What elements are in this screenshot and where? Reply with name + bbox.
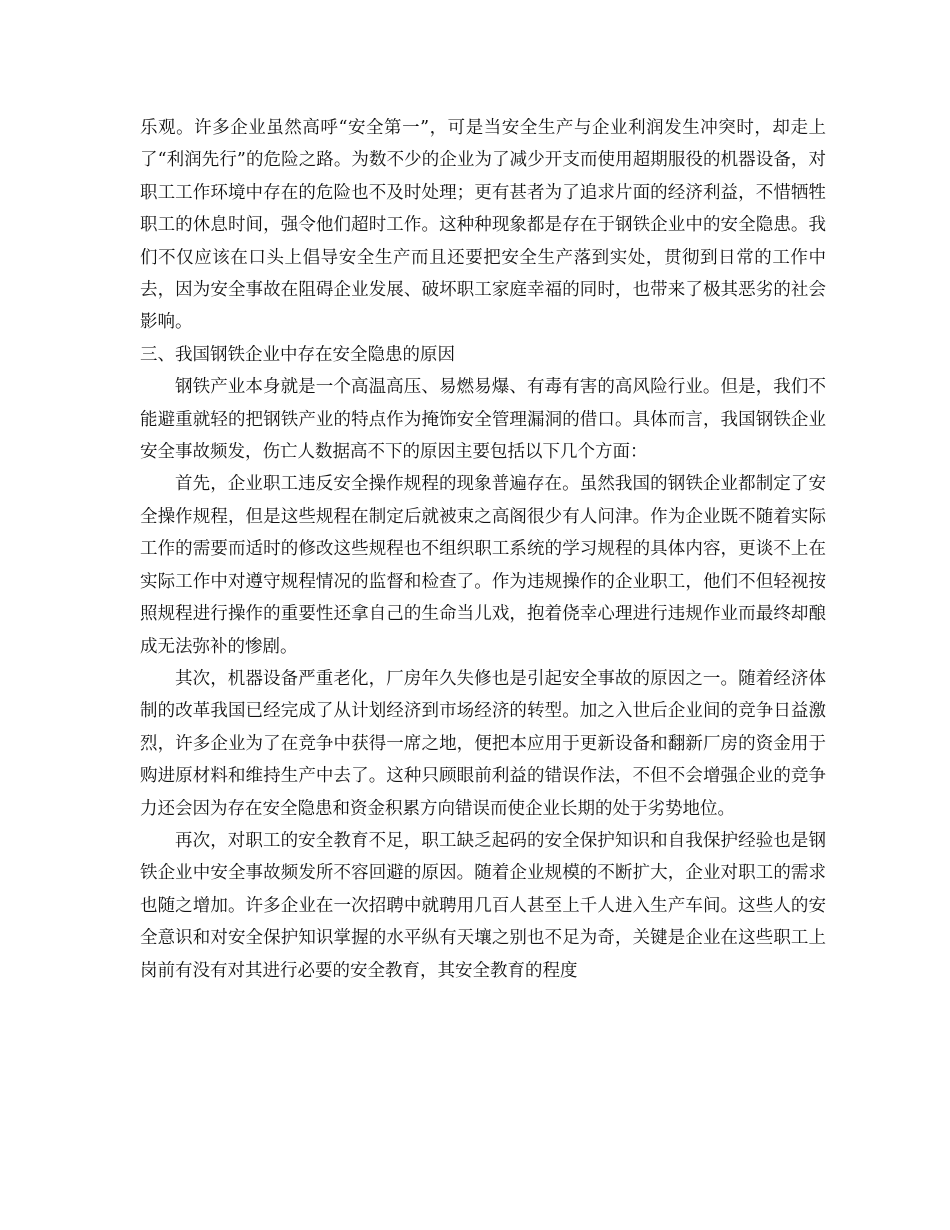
section-heading: 三、我国钢铁企业中存在安全隐患的原因: [140, 344, 455, 365]
paragraph-continued: 乐观。许多企业虽然高呼“安全第一”，可是当安全生产与企业利润发生冲突时，却走上了“利润先行”的危险之路。为数不少的企业为了减少开支而使用超期服役的机器设备，对职工工作环境中存在的危险也不及时处理；更有甚者为了追求片面的经济利益，不惜牺牲职工的休息时间，强令他们超时工作。这种种现象都是存在于钢铁企业中的安全隐患。我们不仅应该在口头上倡导安全生产而且还要把安全生产落到实处，贯彻到日常的工作中去，因为安全事故在阻碍企业发展、破坏职工家庭幸福的同时，也带来了极其恶劣的社会影响。: [140, 118, 826, 333]
paragraph-intro: 钢铁产业本身就是一个高温高压、易燃易爆、有毒有害的高风险行业。但是，我们不能避重就轻的把钢铁产业的特点作为掩饰安全管理漏洞的借口。具体而言，我国钢铁企业安全事故频发，伤亡人数据高不下的原因主要包括以下几个方面：: [140, 377, 826, 463]
paragraph-third-reason: 再次，对职工的安全教育不足，职工缺乏起码的安全保护知识和自我保护经验也是钢铁企业中安全事故频发所不容回避的原因。随着企业规模的不断扩大，企业对职工的需求也随之增加。许多企业在一次招聘中就聘用几百人甚至上千人进入生产车间。这些人的安全意识和对安全保护知识掌握的水平纵有天壤之别也不足为奇，关键是企业在这些职工上岗前有没有对其进行必要的安全教育，其安全教育的程度: [140, 830, 826, 981]
document-page: [140, 112, 826, 987]
paragraph-first-reason: 首先，企业职工违反安全操作规程的现象普遍存在。虽然我国的钢铁企业都制定了安全操作规程，但是这些规程在制定后就被束之高阁很少有人问津。作为企业既不随着实际工作的需要而适时的修改这些规程也不组织职工系统的学习规程的具体内容，更谈不上在实际工作中对遵守规程情况的监督和检查了。作为违规操作的企业职工，他们不但轻视按照规程进行操作的重要性还拿自己的生命当儿戏，抱着侥幸心理进行违规作业而最终却酿成无法弥补的惨剧。: [140, 474, 826, 657]
paragraph-second-reason: 其次，机器设备严重老化，厂房年久失修也是引起安全事故的原因之一。随着经济体制的改革我国已经完成了从计划经济到市场经济的转型。加之入世后企业间的竞争日益激烈，许多企业为了在竞争中获得一席之地，便把本应用于更新设备和翻新厂房的资金用于购进原材料和维持生产中去了。这种只顾眼前利益的错误作法，不但不会增强企业的竞争力还会因为存在安全隐患和资金积累方向错误而使企业长期的处于劣势地位。: [140, 668, 826, 819]
